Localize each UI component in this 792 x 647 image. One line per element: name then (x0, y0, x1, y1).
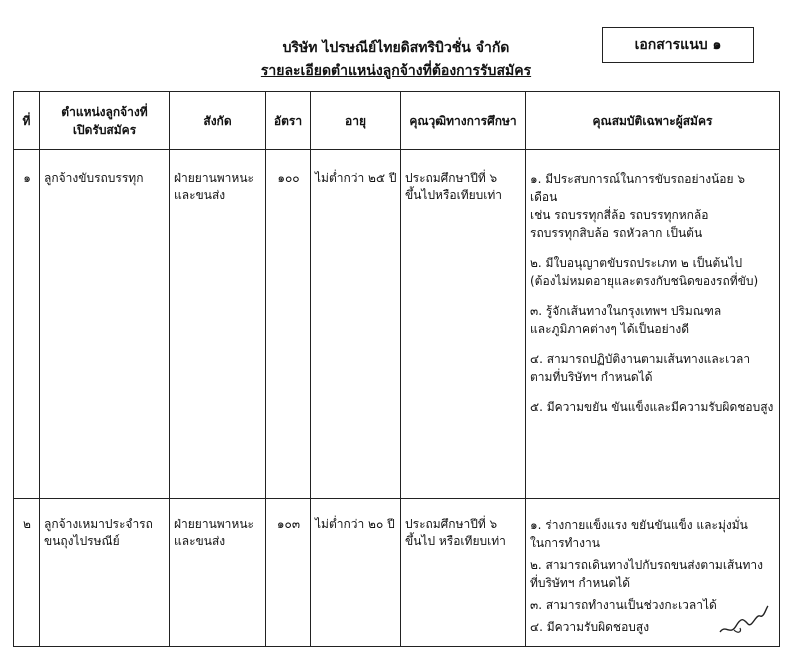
qualification-item (530, 302, 776, 338)
education-line: ประถมศึกษาปีที่ ๖ (405, 171, 498, 185)
row-number: ๒ (14, 499, 40, 647)
qualification-line: (ต้องไม่หมดอายุและตรงกับชนิดของรถที่ขับ) (530, 274, 759, 288)
header-age: อายุ (311, 92, 401, 150)
department-line: และขนส่ง (174, 188, 226, 202)
position-line: ลูกจ้างเหมาประจำรถ (44, 517, 153, 531)
table-header-row (14, 92, 780, 150)
table-row (14, 150, 780, 499)
qualification-line: ๑. ร่างกายแข็งแรง ขยันขันแข็ง และมุ่งมั่น (530, 518, 748, 532)
position-cell: ลูกจ้างขับรถบรรทุก (40, 150, 170, 499)
qualification-line: รถบรรทุกสิบล้อ รถหัวลาก เป็นต้น (530, 226, 703, 240)
table-row (14, 499, 780, 647)
rate-cell: ๑๐๓ (266, 499, 311, 647)
header-position-line: ตำแหน่งลูกจ้างที่ (61, 104, 148, 119)
qualification-line: ๑. มีประสบการณ์ในการขับรถอย่างน้อย ๖ เดือน (530, 172, 745, 204)
header-no: ที่ (14, 92, 40, 150)
position-line: ขนถุงไปรษณีย์ (44, 534, 120, 548)
qualification-line: ๒. สามารถเดินทางไปกับรถขนส่งตามเส้นทาง (530, 558, 763, 572)
qualification-line: ในการทำงาน (530, 536, 600, 550)
education-line: ประถมศึกษาปีที่ ๖ (405, 517, 498, 531)
qualification-line: ๒. มีใบอนุญาตขับรถประเภท ๒ เป็นต้นไป (530, 256, 743, 270)
signature-mark (716, 602, 770, 638)
education-line: ขึ้นไปหรือเทียบเท่า (405, 188, 503, 202)
document-subtitle: รายละเอียดตำแหน่งลูกจ้างที่ต้องการรับสมัคร (260, 63, 532, 79)
department-line: ฝ่ายยานพาหนะ (174, 171, 254, 185)
department-cell (170, 499, 266, 647)
qualification-item (530, 398, 776, 416)
education-cell (401, 499, 526, 647)
company-title: บริษัท ไปรษณีย์ไทยดิสทริบิวชั่น จำกัด (282, 40, 510, 56)
position-cell (40, 499, 170, 647)
qualification-line: ตามที่บริษัทฯ กำหนดได้ (530, 370, 653, 384)
qualification-line: ที่บริษัทฯ กำหนดได้ (530, 576, 631, 590)
qualification-item (530, 170, 776, 242)
qualification-line: ๓. สามารถทำงานเป็นช่วงกะเวลาได้ (530, 598, 717, 612)
qualification-item (530, 556, 776, 592)
qualification-line: ๔. มีความรับผิดชอบสูง (530, 620, 650, 634)
header-qualifications: คุณสมบัติเฉพาะผู้สมัคร (526, 92, 780, 150)
header-position (40, 92, 170, 150)
positions-table (13, 91, 780, 647)
qualification-line: และภูมิภาคต่างๆ ได้เป็นอย่างดี (530, 322, 690, 336)
qualification-item (530, 350, 776, 386)
qualification-item (530, 254, 776, 290)
department-line: และขนส่ง (174, 534, 226, 548)
rate-cell: ๑๐๐ (266, 150, 311, 499)
header-education: คุณวุฒิทางการศึกษา (401, 92, 526, 150)
department-line: ฝ่ายยานพาหนะ (174, 517, 254, 531)
qualification-line: เช่น รถบรรทุกสี่ล้อ รถบรรทุกหกล้อ (530, 208, 709, 222)
education-line: ขึ้นไป หรือเทียบเท่า (405, 534, 506, 548)
attachment-label: เอกสารแนบ ๑ (602, 27, 754, 63)
header-position-line: เปิดรับสมัคร (72, 122, 137, 137)
qualification-line: ๔. สามารถปฏิบัติงานตามเส้นทางและเวลา (530, 352, 751, 366)
qualification-line: ๕. มีความขยัน ขันแข็งและมีความรับผิดชอบสูง (530, 400, 774, 414)
age-cell: ไม่ต่ำกว่า ๒๐ ปี (311, 499, 401, 647)
qualifications-list (530, 170, 776, 416)
qualification-line: ๓. รู้จักเส้นทางในกรุงเทพฯ ปริมณฑล (530, 304, 722, 318)
age-cell: ไม่ต่ำกว่า ๒๕ ปี (311, 150, 401, 499)
row-number: ๑ (14, 150, 40, 499)
header-rate: อัตรา (266, 92, 311, 150)
header-department: สังกัด (170, 92, 266, 150)
education-cell (401, 150, 526, 499)
department-cell (170, 150, 266, 499)
qualification-item (530, 516, 776, 552)
qualifications-cell (526, 150, 780, 499)
